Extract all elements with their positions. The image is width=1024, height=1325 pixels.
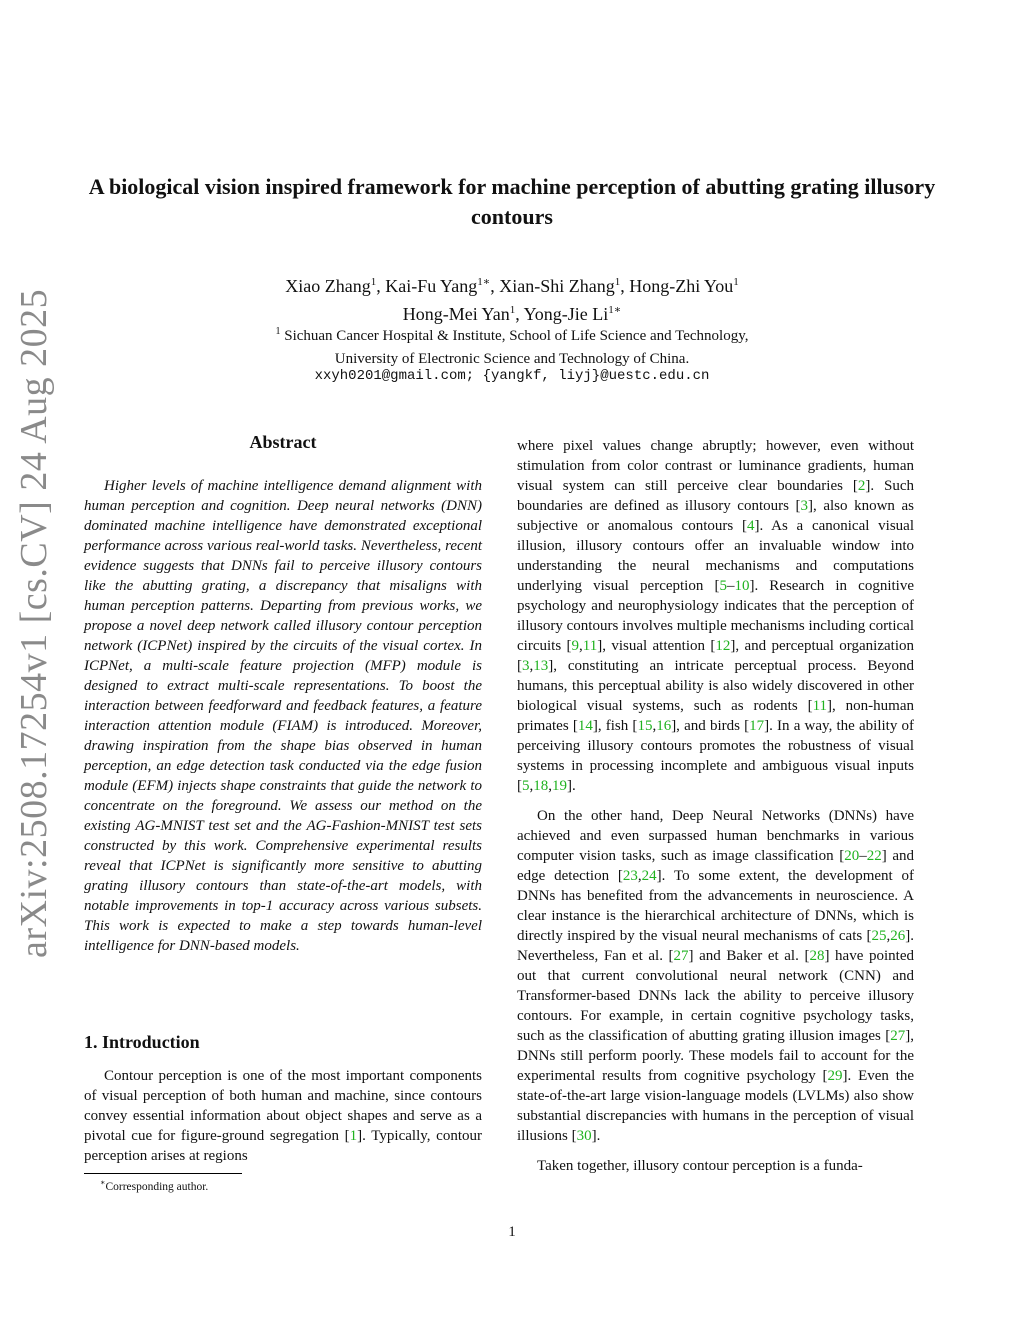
citation-link[interactable]: 12 (715, 638, 731, 654)
page-number: 1 (508, 1224, 516, 1240)
author-list (160, 270, 864, 326)
introduction-heading: 1. Introduction (84, 1032, 200, 1052)
citation-link[interactable]: 1 (349, 1128, 358, 1144)
citation-link[interactable]: 28 (809, 948, 825, 964)
affiliation (160, 320, 864, 371)
affiliation-line-1: Sichuan Cancer Hospital & Institute, School of Life Science and Technology, (284, 328, 749, 344)
abstract-heading: Abstract (249, 432, 317, 452)
citation-link[interactable]: 15 (637, 718, 653, 734)
abstract-text: Higher levels of machine intelligence demand alignment with human perception and cognition. Deep neural networks (DNN) dominated machine intelligence have demonstrated exceptional performance across various real-world tasks. Nevertheless, recent evidence suggests that DNNs fail to perceive illusory contours like the abutting grating, a discrepancy that misaligns with human perception patterns. Departing from previous works, we propose a novel deep network called illusory contour perception network (ICPNet) inspired by the circuits of the visual cortex. In ICPNet, a multi-scale feature projection (MFP) module is designed to extract multi-scale representations. To boost the interaction between feedforward and feedback features, a feature interaction attention module (FIAM) is introduced. Moreover, drawing inspiration from the shape bias observed in human perception, an edge detection task conducted via the edge fusion module (EFM) injects shape constraints that guide the network to concentrate on the foreground. We assess our method on the existing AG-MNIST test set and the AG-Fashion-MNIST test sets constructed by this work. Comprehensive experimental results reveal that ICPNet is significantly more sensitive to abutting grating illusory contours than state-of-the-art models, with notable improvements in top-1 accuracy across various subsets. This work is expected to make a step towards human-level intelligence for DNN-based models. (84, 478, 482, 954)
author-name: Xian-Shi Zhang (499, 276, 615, 296)
arxiv-identifier: arXiv:2508.17254v1 [cs.CV] 24 Aug 2025 (13, 288, 55, 958)
citation-link[interactable]: 18 (533, 778, 549, 794)
author-affil-mark: 1∗ (477, 276, 491, 288)
author-affil-mark: 1 (614, 276, 621, 288)
author-name: Yong-Jie Li (523, 304, 609, 324)
author-name: Hong-Mei Yan (402, 304, 510, 324)
paper-title: A biological vision inspired framework for machine perception of abutting grating illusory contours (88, 174, 936, 229)
author-name: Xiao Zhang (285, 276, 371, 296)
footnote-rule (84, 1173, 242, 1174)
footnote (100, 1178, 208, 1193)
author-affil-mark: 1 (733, 276, 739, 288)
citation-link[interactable]: 3 (522, 658, 530, 674)
citation-link[interactable]: 20 (844, 848, 860, 864)
citation-link[interactable]: 4 (746, 518, 755, 534)
intro-paragraph-1: Contour perception is one of the most important components of visual perception of both human and machine, since contours convey essential information about object shapes and serve as a pivotal cue for figure-ground segregation [1]. Typically, contour perception arises at regions (84, 1068, 482, 1164)
footnote-mark: ∗ (100, 1178, 106, 1187)
footnote-text: Corresponding author. (105, 1180, 209, 1193)
citation-link[interactable]: 24 (641, 868, 657, 884)
citation-link[interactable]: 17 (749, 718, 765, 734)
citation-link[interactable]: 5 (719, 578, 727, 594)
author-emails: xxyh0201@gmail.com; {yangkf, liyj}@uestc.edu.cn (314, 368, 710, 384)
citation-link[interactable]: 30 (576, 1128, 592, 1144)
affiliation-line-2: University of Electronic Science and Technology of China. (334, 351, 690, 367)
citation-link[interactable]: 27 (673, 948, 689, 964)
citation-link[interactable]: 13 (533, 658, 549, 674)
citation-link[interactable]: 25 (871, 928, 887, 944)
citation-link[interactable]: 19 (552, 778, 567, 794)
author-line-2: Hong-Mei Yan$^1$, Yong-Jie $Li^{1∗}$ (402, 304, 622, 324)
author-affil-mark: 1 (509, 304, 516, 316)
author-affil-mark: 1∗ (608, 304, 622, 316)
citation-link[interactable]: 11 (582, 638, 598, 654)
citation-link[interactable]: 27 (890, 1028, 906, 1044)
intro-paragraph-3: On the other hand, Deep Neural Networks (DNNs) have achieved and even surpassed human benchmarks in various computer vision tasks, such as image classification [20–22] and edge detection [23,24]. To some extent, the development of DNNs has benefited from the advancements in neuroscience. A clear instance is the hierarchical architecture of DNNs, which is directly inspired by the visual neural mechanisms of cats [25,26]. Nevertheless, Fan et al. [27] and Baker et al. [28] have pointed out that current convolutional neural network (CNN) and Transformer-based DNNs lack the ability to perceive illusory contours. For example, in certain cognitive psychology tasks, such as the classification of abutting grating illusion images [27], DNNs still perform poorly. These models fail to account for the experimental results from cognitive psychology [29]. Even the state-of-the-art large vision-language models (LVLMs) also show substantial discrepancies with humans in the perception of visual illusions [30]. (517, 808, 915, 1144)
author-name: Hong-Zhi You (629, 276, 734, 296)
citation-link[interactable]: 23 (622, 868, 638, 884)
affiliation-mark: 1 (275, 326, 281, 337)
right-column (517, 436, 914, 1186)
citation-link[interactable]: 9 (571, 638, 580, 654)
citation-link[interactable]: 3 (800, 498, 809, 514)
citation-link[interactable]: 14 (577, 718, 593, 734)
author-line-1: Xiao Zhang$^1$, Kai-Fu Yang$^{1∗}$, Xian-Shi Zhang$^1$, Hong-Zhi You$^1$ (285, 276, 739, 296)
citation-link[interactable]: 5 (522, 778, 530, 794)
intro-paragraph-4: Taken together, illusory contour perception is a funda- (537, 1158, 863, 1174)
citation-link[interactable]: 2 (857, 478, 866, 494)
author-name: Kai-Fu Yang (385, 276, 478, 296)
citation-link[interactable]: 16 (656, 718, 672, 734)
citation-link[interactable]: 29 (827, 1068, 843, 1084)
citation-link[interactable]: 22 (866, 848, 882, 864)
citation-link[interactable]: 11 (812, 698, 828, 714)
citation-link[interactable]: 10 (734, 578, 750, 594)
author-affil-mark: 1 (370, 276, 377, 288)
intro-paragraph-2: where pixel values change abruptly; however, even without stimulation from color contrast or luminance gradients, human visual system can still perceive clear boundaries [2]. Such boundaries are defined as illusory contours [3], also known as subjective or anomalous contours [4]. As a canonical visual illusion, illusory contours offer an invaluable window into understanding the neural mechanisms and computations underlying visual perception [5–10]. Research in cognitive psychology and neurophysiology indicates that the perception of illusory contours involves multiple mechanisms including cortical circuits [9,11], visual attention [12], and perceptual organization [3,13], constituting an intricate perceptual process. Beyond humans, this perceptual ability is also widely discovered in other biological visual systems, such as rodents [11], non-human primates [14], fish [15,16], and birds [17]. In a way, the ability of perceiving illusory contours promotes the robustness of visual systems in processing incomplete and ambiguous visual inputs [5,18,19]. (517, 438, 915, 794)
citation-link[interactable]: 26 (890, 928, 906, 944)
